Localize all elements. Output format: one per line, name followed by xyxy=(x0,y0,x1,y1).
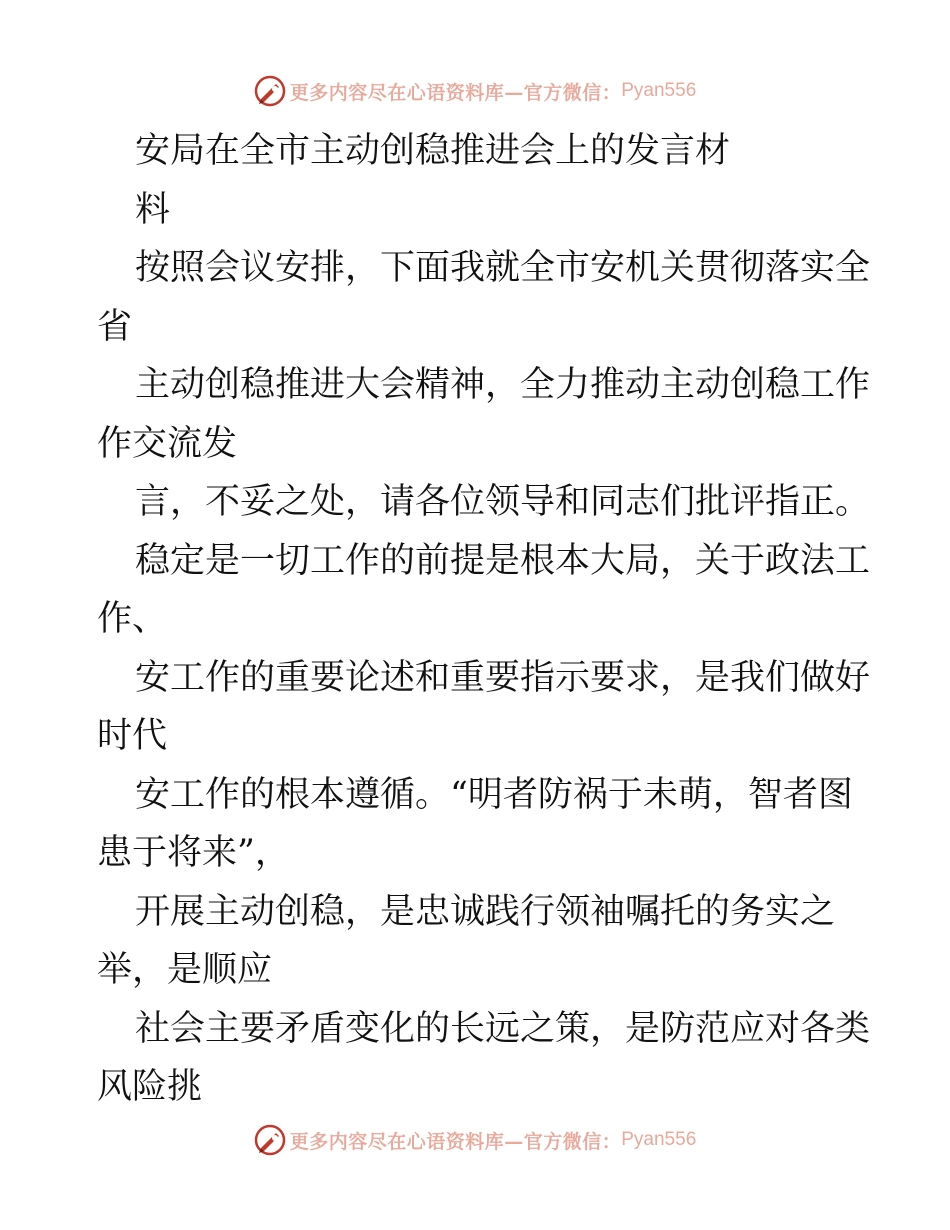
footer-watermark xyxy=(0,1122,950,1158)
paragraph-line: 稳定是一切工作的前提是根本大局，关于政法工 xyxy=(135,540,871,581)
pen-logo-icon xyxy=(254,1124,286,1156)
paragraph-line: 按照会议安排，下面我就全市安机关贯彻落实全 xyxy=(135,248,871,288)
document-body xyxy=(97,122,871,1117)
paragraph-line: 社会主要矛盾变化的长远之策，是防范应对各类 xyxy=(135,1008,871,1049)
paragraph-line: 开展主动创稳，是忠诚践行领袖嘱托的务实之 xyxy=(135,891,836,932)
pen-logo-icon xyxy=(254,75,286,107)
watermark-text: 更多内容尽在心语资料库—官方微信： xyxy=(289,1130,622,1153)
paragraph-line: 安局在全市主动创稳推进会上的发言材 xyxy=(135,131,731,171)
watermark-wechat-id: Pyan556 xyxy=(621,80,697,101)
paragraph-line: 料 xyxy=(135,189,171,230)
paragraph-line: 作交流发 xyxy=(97,423,238,464)
watermark-wechat-id: Pyan556 xyxy=(621,1129,697,1150)
paragraph-line: 风险挑 xyxy=(97,1067,203,1107)
watermark-text: 更多内容尽在心语资料库—官方微信： xyxy=(289,81,622,104)
paragraph-line: 主动创稳推进大会精神，全力推动主动创稳工作 xyxy=(135,365,871,405)
paragraph-line: 言，不妥之处，请各位领导和同志们批评指正。 xyxy=(135,482,871,522)
paragraph-line: 省 xyxy=(97,306,133,347)
paragraph-line: 作、 xyxy=(97,599,168,639)
paragraph-line: 患于将来”， xyxy=(97,833,290,873)
header-watermark xyxy=(0,73,950,109)
paragraph-line: 安工作的重要论述和重要指示要求，是我们做好 xyxy=(135,657,871,698)
paragraph-line: 时代 xyxy=(97,716,168,756)
paragraph-line: 安工作的根本遵循。“明者防祸于未萌，智者图 xyxy=(135,774,853,815)
paragraph-line: 举，是顺应 xyxy=(97,950,273,990)
